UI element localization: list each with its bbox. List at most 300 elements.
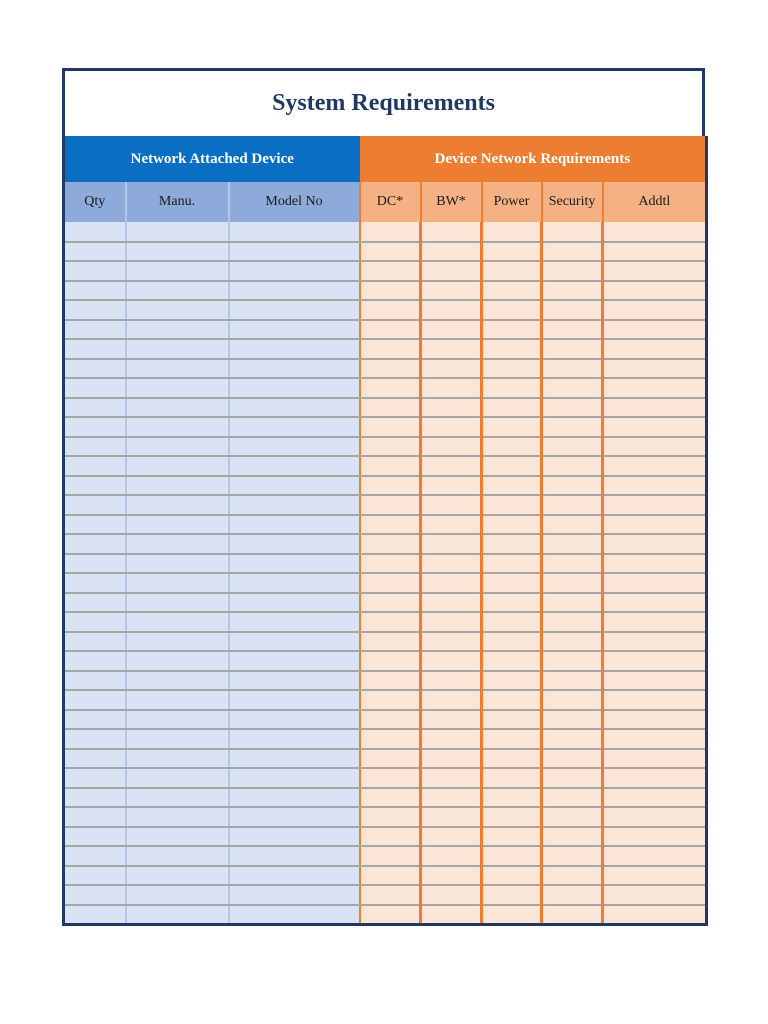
cell-model-no[interactable] [229, 788, 360, 808]
cell-dc[interactable] [360, 281, 421, 301]
cell-qty[interactable] [64, 768, 126, 788]
cell-bw[interactable] [421, 768, 482, 788]
cell-addtl[interactable] [603, 671, 707, 691]
cell-bw[interactable] [421, 495, 482, 515]
table-row [64, 398, 707, 418]
cell-dc[interactable] [360, 515, 421, 535]
cell-bw[interactable] [421, 885, 482, 905]
cell-manu[interactable] [126, 398, 229, 418]
cell-addtl[interactable] [603, 515, 707, 535]
cell-bw[interactable] [421, 359, 482, 379]
cell-model-no[interactable] [229, 398, 360, 418]
cell-power[interactable] [482, 612, 542, 632]
cell-security[interactable] [542, 866, 603, 886]
cell-bw[interactable] [421, 437, 482, 457]
cell-manu[interactable] [126, 320, 229, 340]
cell-power[interactable] [482, 827, 542, 847]
cell-power[interactable] [482, 495, 542, 515]
cell-dc[interactable] [360, 612, 421, 632]
cell-model-no[interactable] [229, 807, 360, 827]
cell-dc[interactable] [360, 749, 421, 769]
cell-security[interactable] [542, 417, 603, 437]
cell-security[interactable] [542, 593, 603, 613]
cell-addtl[interactable] [603, 651, 707, 671]
cell-manu[interactable] [126, 885, 229, 905]
cell-model-no[interactable] [229, 632, 360, 652]
cell-model-no[interactable] [229, 749, 360, 769]
cell-model-no[interactable] [229, 495, 360, 515]
cell-manu[interactable] [126, 242, 229, 262]
cell-dc[interactable] [360, 651, 421, 671]
cell-power[interactable] [482, 632, 542, 652]
cell-addtl[interactable] [603, 632, 707, 652]
cell-model-no[interactable] [229, 359, 360, 379]
cell-model-no[interactable] [229, 300, 360, 320]
cell-manu[interactable] [126, 515, 229, 535]
table-row [64, 417, 707, 437]
cell-model-no[interactable] [229, 690, 360, 710]
cell-model-no[interactable] [229, 437, 360, 457]
cell-addtl[interactable] [603, 398, 707, 418]
cell-qty[interactable] [64, 495, 126, 515]
cell-manu[interactable] [126, 437, 229, 457]
cell-power[interactable] [482, 456, 542, 476]
cell-addtl[interactable] [603, 768, 707, 788]
cell-dc[interactable] [360, 632, 421, 652]
cell-power[interactable] [482, 222, 542, 242]
cell-manu[interactable] [126, 768, 229, 788]
cell-power[interactable] [482, 534, 542, 554]
cell-bw[interactable] [421, 651, 482, 671]
cell-dc[interactable] [360, 417, 421, 437]
cell-power[interactable] [482, 593, 542, 613]
cell-dc[interactable] [360, 885, 421, 905]
cell-security[interactable] [542, 534, 603, 554]
cell-qty[interactable] [64, 476, 126, 496]
cell-addtl[interactable] [603, 866, 707, 886]
cell-dc[interactable] [360, 320, 421, 340]
cell-qty[interactable] [64, 554, 126, 574]
cell-manu[interactable] [126, 554, 229, 574]
cell-addtl[interactable] [603, 476, 707, 496]
cell-dc[interactable] [360, 846, 421, 866]
cell-addtl[interactable] [603, 593, 707, 613]
cell-qty[interactable] [64, 222, 126, 242]
cell-bw[interactable] [421, 281, 482, 301]
cell-qty[interactable] [64, 398, 126, 418]
cell-manu[interactable] [126, 359, 229, 379]
cell-bw[interactable] [421, 398, 482, 418]
cell-addtl[interactable] [603, 749, 707, 769]
cell-manu[interactable] [126, 846, 229, 866]
cell-bw[interactable] [421, 378, 482, 398]
cell-bw[interactable] [421, 846, 482, 866]
cell-dc[interactable] [360, 866, 421, 886]
column-header-addtl: Addtl [603, 182, 707, 222]
cell-bw[interactable] [421, 456, 482, 476]
cell-power[interactable] [482, 905, 542, 925]
cell-bw[interactable] [421, 515, 482, 535]
cell-qty[interactable] [64, 300, 126, 320]
cell-addtl[interactable] [603, 378, 707, 398]
cell-security[interactable] [542, 242, 603, 262]
cell-addtl[interactable] [603, 710, 707, 730]
cell-manu[interactable] [126, 534, 229, 554]
cell-security[interactable] [542, 612, 603, 632]
cell-addtl[interactable] [603, 846, 707, 866]
cell-dc[interactable] [360, 827, 421, 847]
cell-manu[interactable] [126, 476, 229, 496]
cell-qty[interactable] [64, 612, 126, 632]
cell-dc[interactable] [360, 671, 421, 691]
cell-manu[interactable] [126, 378, 229, 398]
cell-dc[interactable] [360, 378, 421, 398]
cell-security[interactable] [542, 456, 603, 476]
cell-model-no[interactable] [229, 905, 360, 925]
cell-bw[interactable] [421, 905, 482, 925]
cell-manu[interactable] [126, 632, 229, 652]
cell-bw[interactable] [421, 827, 482, 847]
cell-manu[interactable] [126, 612, 229, 632]
cell-dc[interactable] [360, 437, 421, 457]
cell-qty[interactable] [64, 359, 126, 379]
cell-manu[interactable] [126, 651, 229, 671]
cell-bw[interactable] [421, 807, 482, 827]
cell-manu[interactable] [126, 573, 229, 593]
cell-security[interactable] [542, 222, 603, 242]
cell-security[interactable] [542, 476, 603, 496]
cell-model-no[interactable] [229, 320, 360, 340]
cell-power[interactable] [482, 359, 542, 379]
cell-bw[interactable] [421, 534, 482, 554]
cell-security[interactable] [542, 788, 603, 808]
cell-bw[interactable] [421, 690, 482, 710]
cell-power[interactable] [482, 885, 542, 905]
cell-dc[interactable] [360, 456, 421, 476]
cell-bw[interactable] [421, 417, 482, 437]
cell-security[interactable] [542, 281, 603, 301]
cell-dc[interactable] [360, 573, 421, 593]
cell-dc[interactable] [360, 261, 421, 281]
cell-security[interactable] [542, 905, 603, 925]
cell-security[interactable] [542, 515, 603, 535]
cell-power[interactable] [482, 573, 542, 593]
cell-bw[interactable] [421, 222, 482, 242]
cell-bw[interactable] [421, 866, 482, 886]
table-row [64, 222, 707, 242]
cell-power[interactable] [482, 729, 542, 749]
cell-manu[interactable] [126, 417, 229, 437]
cell-dc[interactable] [360, 690, 421, 710]
cell-manu[interactable] [126, 671, 229, 691]
cell-manu[interactable] [126, 222, 229, 242]
cell-security[interactable] [542, 807, 603, 827]
cell-addtl[interactable] [603, 573, 707, 593]
cell-security[interactable] [542, 300, 603, 320]
cell-addtl[interactable] [603, 359, 707, 379]
cell-security[interactable] [542, 768, 603, 788]
cell-dc[interactable] [360, 807, 421, 827]
cell-model-no[interactable] [229, 417, 360, 437]
cell-dc[interactable] [360, 359, 421, 379]
cell-manu[interactable] [126, 261, 229, 281]
cell-qty[interactable] [64, 710, 126, 730]
cell-dc[interactable] [360, 495, 421, 515]
cell-qty[interactable] [64, 378, 126, 398]
cell-addtl[interactable] [603, 905, 707, 925]
cell-addtl[interactable] [603, 807, 707, 827]
cell-manu[interactable] [126, 281, 229, 301]
cell-qty[interactable] [64, 651, 126, 671]
cell-manu[interactable] [126, 866, 229, 886]
cell-dc[interactable] [360, 398, 421, 418]
cell-qty[interactable] [64, 885, 126, 905]
cell-qty[interactable] [64, 515, 126, 535]
cell-model-no[interactable] [229, 534, 360, 554]
cell-qty[interactable] [64, 417, 126, 437]
cell-model-no[interactable] [229, 554, 360, 574]
table-row [64, 690, 707, 710]
cell-bw[interactable] [421, 242, 482, 262]
cell-model-no[interactable] [229, 710, 360, 730]
cell-dc[interactable] [360, 242, 421, 262]
cell-model-no[interactable] [229, 651, 360, 671]
cell-addtl[interactable] [603, 885, 707, 905]
table-row [64, 261, 707, 281]
cell-model-no[interactable] [229, 827, 360, 847]
cell-security[interactable] [542, 261, 603, 281]
cell-power[interactable] [482, 768, 542, 788]
cell-qty[interactable] [64, 573, 126, 593]
cell-bw[interactable] [421, 632, 482, 652]
cell-power[interactable] [482, 398, 542, 418]
cell-qty[interactable] [64, 437, 126, 457]
cell-security[interactable] [542, 378, 603, 398]
cell-manu[interactable] [126, 729, 229, 749]
cell-bw[interactable] [421, 261, 482, 281]
cell-model-no[interactable] [229, 261, 360, 281]
cell-model-no[interactable] [229, 378, 360, 398]
cell-qty[interactable] [64, 729, 126, 749]
cell-model-no[interactable] [229, 573, 360, 593]
cell-model-no[interactable] [229, 846, 360, 866]
cell-security[interactable] [542, 749, 603, 769]
cell-security[interactable] [542, 437, 603, 457]
cell-manu[interactable] [126, 905, 229, 925]
cell-security[interactable] [542, 671, 603, 691]
cell-manu[interactable] [126, 749, 229, 769]
cell-model-no[interactable] [229, 222, 360, 242]
cell-qty[interactable] [64, 846, 126, 866]
cell-manu[interactable] [126, 495, 229, 515]
cell-power[interactable] [482, 261, 542, 281]
cell-qty[interactable] [64, 281, 126, 301]
cell-bw[interactable] [421, 339, 482, 359]
cell-addtl[interactable] [603, 554, 707, 574]
cell-dc[interactable] [360, 554, 421, 574]
cell-security[interactable] [542, 573, 603, 593]
cell-addtl[interactable] [603, 495, 707, 515]
cell-manu[interactable] [126, 827, 229, 847]
cell-bw[interactable] [421, 573, 482, 593]
cell-security[interactable] [542, 339, 603, 359]
cell-security[interactable] [542, 729, 603, 749]
cell-bw[interactable] [421, 749, 482, 769]
cell-dc[interactable] [360, 788, 421, 808]
cell-security[interactable] [542, 827, 603, 847]
cell-model-no[interactable] [229, 242, 360, 262]
cell-model-no[interactable] [229, 768, 360, 788]
cell-bw[interactable] [421, 671, 482, 691]
cell-model-no[interactable] [229, 476, 360, 496]
cell-power[interactable] [482, 437, 542, 457]
cell-qty[interactable] [64, 261, 126, 281]
cell-dc[interactable] [360, 300, 421, 320]
cell-manu[interactable] [126, 300, 229, 320]
cell-security[interactable] [542, 846, 603, 866]
cell-power[interactable] [482, 671, 542, 691]
cell-security[interactable] [542, 398, 603, 418]
cell-addtl[interactable] [603, 261, 707, 281]
cell-qty[interactable] [64, 690, 126, 710]
cell-addtl[interactable] [603, 788, 707, 808]
cell-manu[interactable] [126, 339, 229, 359]
cell-qty[interactable] [64, 788, 126, 808]
cell-qty[interactable] [64, 866, 126, 886]
column-header-power: Power [482, 182, 542, 222]
cell-model-no[interactable] [229, 729, 360, 749]
cell-addtl[interactable] [603, 417, 707, 437]
cell-bw[interactable] [421, 788, 482, 808]
cell-power[interactable] [482, 515, 542, 535]
column-header-manu: Manu. [126, 182, 229, 222]
cell-bw[interactable] [421, 729, 482, 749]
cell-addtl[interactable] [603, 242, 707, 262]
cell-power[interactable] [482, 846, 542, 866]
cell-security[interactable] [542, 632, 603, 652]
cell-dc[interactable] [360, 768, 421, 788]
cell-security[interactable] [542, 359, 603, 379]
cell-dc[interactable] [360, 222, 421, 242]
cell-manu[interactable] [126, 807, 229, 827]
cell-power[interactable] [482, 690, 542, 710]
cell-security[interactable] [542, 690, 603, 710]
table-row [64, 905, 707, 925]
cell-model-no[interactable] [229, 866, 360, 886]
cell-addtl[interactable] [603, 320, 707, 340]
cell-addtl[interactable] [603, 612, 707, 632]
cell-addtl[interactable] [603, 534, 707, 554]
cell-dc[interactable] [360, 905, 421, 925]
cell-power[interactable] [482, 866, 542, 886]
cell-qty[interactable] [64, 534, 126, 554]
cell-dc[interactable] [360, 729, 421, 749]
cell-qty[interactable] [64, 827, 126, 847]
cell-bw[interactable] [421, 300, 482, 320]
cell-addtl[interactable] [603, 690, 707, 710]
cell-model-no[interactable] [229, 456, 360, 476]
cell-dc[interactable] [360, 534, 421, 554]
cell-addtl[interactable] [603, 281, 707, 301]
cell-power[interactable] [482, 320, 542, 340]
column-header-qty: Qty [64, 182, 126, 222]
cell-power[interactable] [482, 554, 542, 574]
cell-power[interactable] [482, 807, 542, 827]
cell-power[interactable] [482, 710, 542, 730]
cell-manu[interactable] [126, 456, 229, 476]
cell-dc[interactable] [360, 476, 421, 496]
cell-qty[interactable] [64, 456, 126, 476]
table-row [64, 281, 707, 301]
cell-qty[interactable] [64, 749, 126, 769]
cell-dc[interactable] [360, 710, 421, 730]
cell-power[interactable] [482, 788, 542, 808]
cell-dc[interactable] [360, 593, 421, 613]
cell-power[interactable] [482, 476, 542, 496]
cell-bw[interactable] [421, 554, 482, 574]
cell-model-no[interactable] [229, 515, 360, 535]
cell-manu[interactable] [126, 788, 229, 808]
cell-addtl[interactable] [603, 729, 707, 749]
cell-manu[interactable] [126, 690, 229, 710]
cell-qty[interactable] [64, 632, 126, 652]
cell-model-no[interactable] [229, 339, 360, 359]
cell-power[interactable] [482, 651, 542, 671]
cell-model-no[interactable] [229, 612, 360, 632]
cell-power[interactable] [482, 281, 542, 301]
cell-qty[interactable] [64, 320, 126, 340]
cell-security[interactable] [542, 320, 603, 340]
cell-model-no[interactable] [229, 671, 360, 691]
cell-model-no[interactable] [229, 281, 360, 301]
cell-qty[interactable] [64, 242, 126, 262]
cell-qty[interactable] [64, 339, 126, 359]
cell-security[interactable] [542, 554, 603, 574]
cell-dc[interactable] [360, 339, 421, 359]
cell-power[interactable] [482, 242, 542, 262]
cell-addtl[interactable] [603, 300, 707, 320]
cell-manu[interactable] [126, 710, 229, 730]
cell-addtl[interactable] [603, 339, 707, 359]
cell-security[interactable] [542, 710, 603, 730]
cell-security[interactable] [542, 885, 603, 905]
table-row [64, 495, 707, 515]
cell-qty[interactable] [64, 807, 126, 827]
cell-power[interactable] [482, 339, 542, 359]
cell-qty[interactable] [64, 671, 126, 691]
cell-model-no[interactable] [229, 885, 360, 905]
cell-bw[interactable] [421, 476, 482, 496]
cell-addtl[interactable] [603, 456, 707, 476]
cell-power[interactable] [482, 378, 542, 398]
cell-qty[interactable] [64, 593, 126, 613]
cell-security[interactable] [542, 651, 603, 671]
cell-qty[interactable] [64, 905, 126, 925]
cell-bw[interactable] [421, 710, 482, 730]
cell-bw[interactable] [421, 320, 482, 340]
cell-security[interactable] [542, 495, 603, 515]
cell-bw[interactable] [421, 612, 482, 632]
cell-addtl[interactable] [603, 222, 707, 242]
cell-addtl[interactable] [603, 437, 707, 457]
cell-power[interactable] [482, 749, 542, 769]
cell-model-no[interactable] [229, 593, 360, 613]
cell-power[interactable] [482, 417, 542, 437]
cell-addtl[interactable] [603, 827, 707, 847]
cell-power[interactable] [482, 300, 542, 320]
cell-bw[interactable] [421, 593, 482, 613]
cell-manu[interactable] [126, 593, 229, 613]
